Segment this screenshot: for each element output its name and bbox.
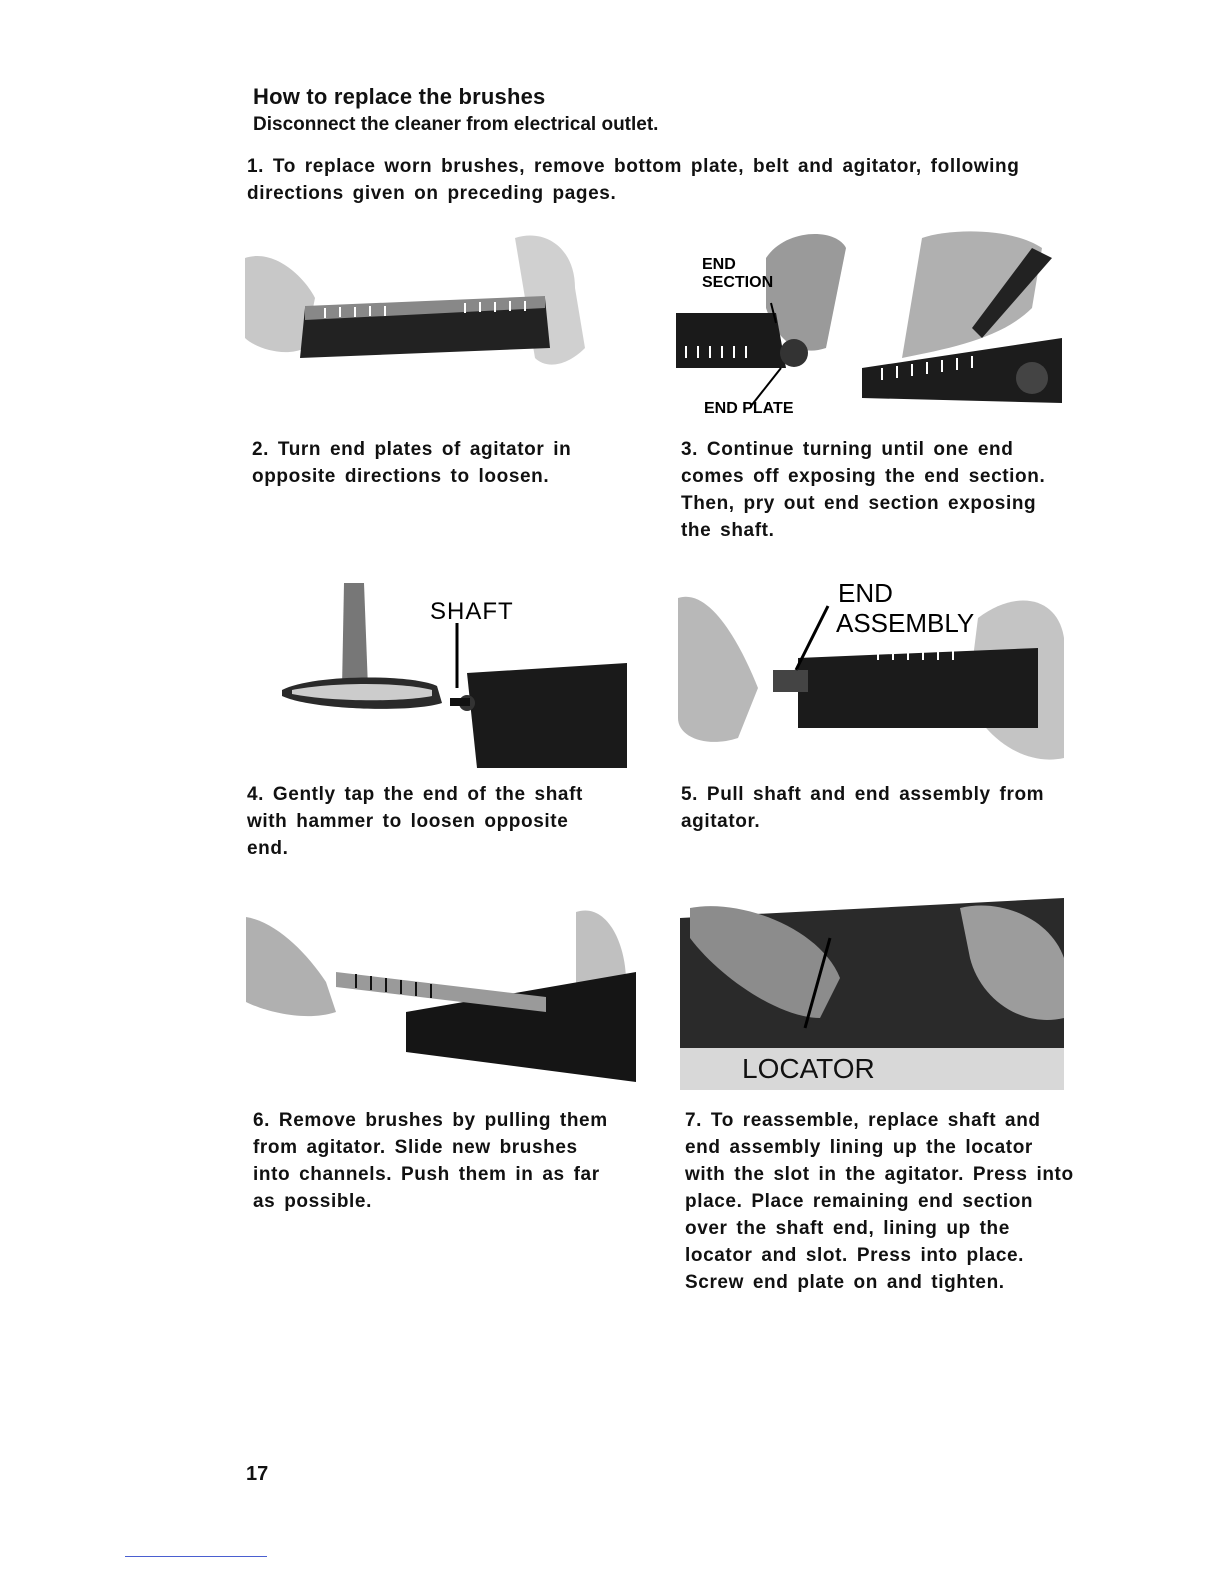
label-end: END <box>702 256 736 273</box>
label-section: SECTION <box>702 274 774 291</box>
step-5-caption: 5. Pull shaft and end assembly from agitator. <box>681 784 1045 832</box>
step-7-caption: 7. To reassemble, replace shaft and end assembly lining up the locator with the slot in the agitator. Press into place. Place remaining end section over the shaft end, lining up the locator and slot. Press into place. Screw end plate on and tighten. <box>685 1110 1074 1293</box>
label-end-assembly-2: ASSEMBLY <box>836 608 975 638</box>
photo-remove-brushes <box>246 902 636 1094</box>
photo-pry-end-section <box>862 228 1062 423</box>
photo-pull-shaft <box>678 578 1064 768</box>
label-shaft: SHAFT <box>430 598 514 625</box>
step-3-caption: 3. Continue turning until one end comes off exposing the end section. Then, pry out end section exposing the shaft. <box>681 439 1046 541</box>
warning-subheading: Disconnect the cleaner from electrical outlet. <box>253 114 659 135</box>
label-end-plate: END PLATE <box>704 400 794 417</box>
label-end-assembly-1: END <box>838 578 893 608</box>
page-title: How to replace the brushes <box>253 84 546 109</box>
bottom-rule <box>125 1556 267 1557</box>
step-1-text: 1. To replace worn brushes, remove bottom plate, belt and agitator, following directions given on preceding pages. <box>247 156 1020 204</box>
label-locator: LOCATOR <box>742 1053 875 1084</box>
photo-turn-end-plates <box>245 228 615 376</box>
step-4-caption: 4. Gently tap the end of the shaft with hammer to loosen opposite end. <box>247 784 583 859</box>
photo-tap-shaft <box>272 578 630 768</box>
step-2-caption: 2. Turn end plates of agitator in opposite directions to loosen. <box>252 439 572 487</box>
step-6-caption: 6. Remove brushes by pulling them from agitator. Slide new brushes into channels. Push them in as far as possible. <box>253 1110 608 1212</box>
photo-end-section <box>676 228 851 423</box>
page-number: 17 <box>246 1463 269 1485</box>
photo-reassemble-locator <box>680 898 1064 1090</box>
